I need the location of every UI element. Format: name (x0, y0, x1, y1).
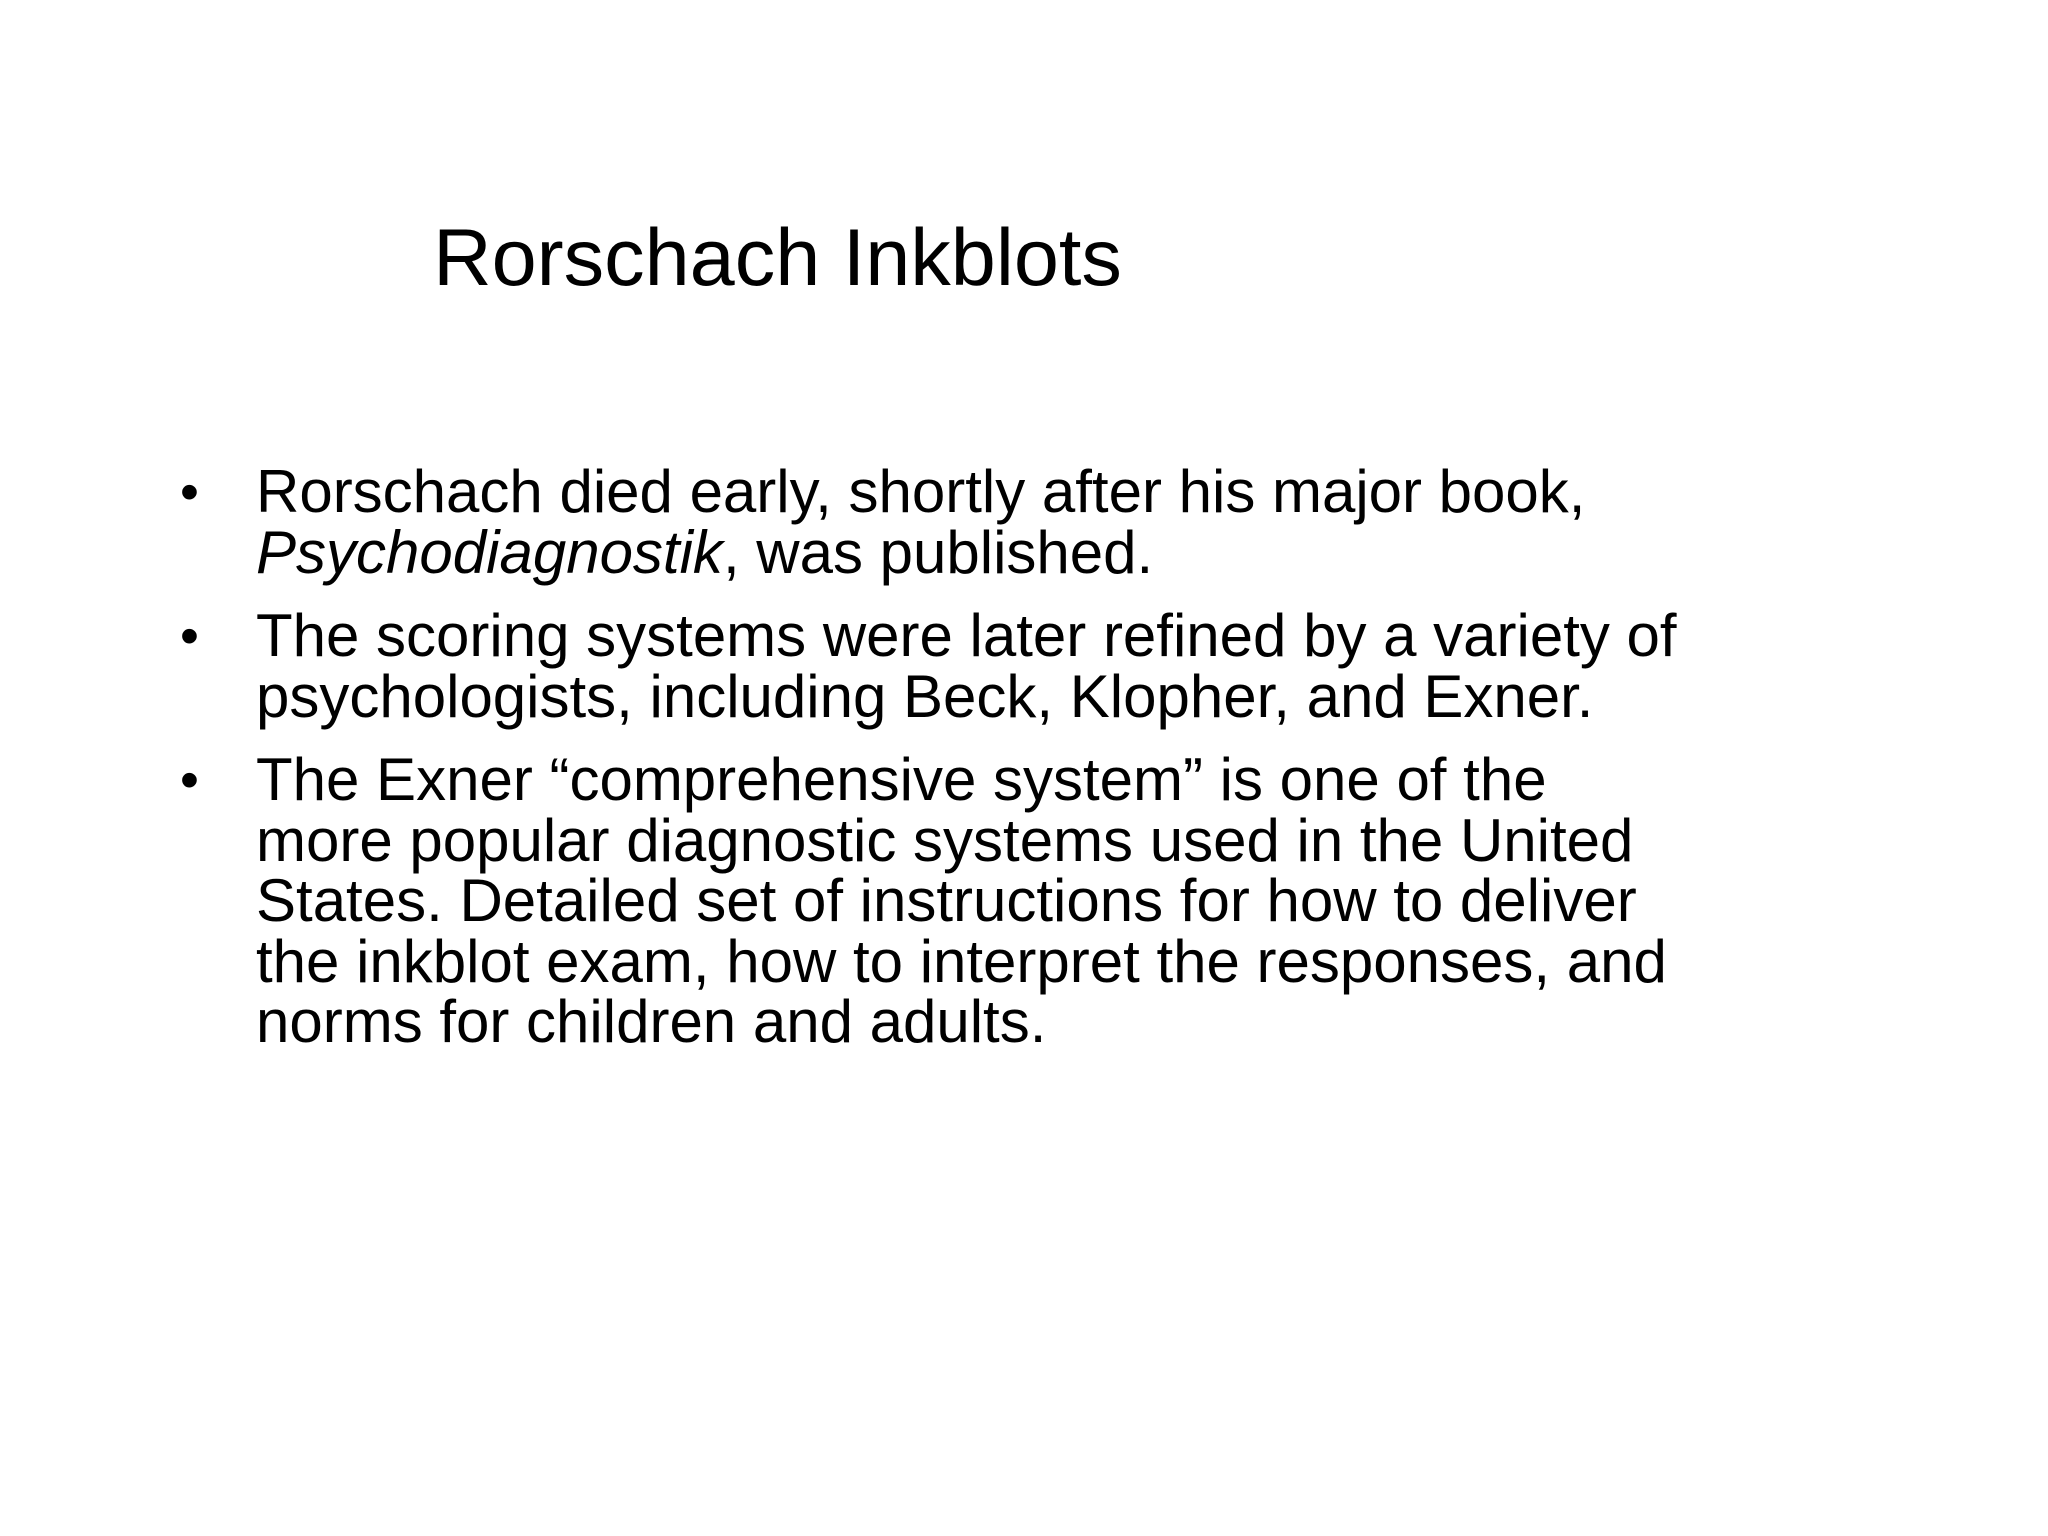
bullet-item-2 (160, 602, 2048, 730)
bullet-marker: • (180, 606, 199, 666)
bullet-item-3 (160, 746, 2048, 1055)
bullet-1-line-2-rest: , was published. (722, 518, 1154, 586)
bullet-2-line-2: psychologists, including Beck, Klopher, and Exner. (256, 662, 1594, 730)
bullet-item-1 (160, 458, 2048, 586)
bullet-2-line-1: The scoring systems were later refined by a variety of (256, 602, 1677, 669)
bullet-3-line-1: The Exner “comprehensive system” is one of the (256, 746, 1547, 813)
bullet-3-line-5: norms for children and adults. (256, 988, 1047, 1055)
bullet-marker: • (180, 462, 199, 522)
slide-title: Rorschach Inkblots (433, 213, 1122, 303)
bullet-marker: • (180, 750, 199, 810)
bullet-3-line-3: States. Detailed set of instructions for how to deliver (256, 867, 1637, 934)
bullet-1-line-1: Rorschach died early, shortly after his major book, (256, 458, 1586, 525)
bullet-3-line-4: the inkblot exam, how to interpret the responses, and (256, 927, 1667, 995)
bullet-3-line-2: more popular diagnostic systems used in the United (256, 806, 1634, 874)
bullet-1-line-2 (256, 518, 2048, 586)
book-title: Psychodiagnostik (256, 518, 723, 586)
bullet-list (160, 458, 1980, 1076)
